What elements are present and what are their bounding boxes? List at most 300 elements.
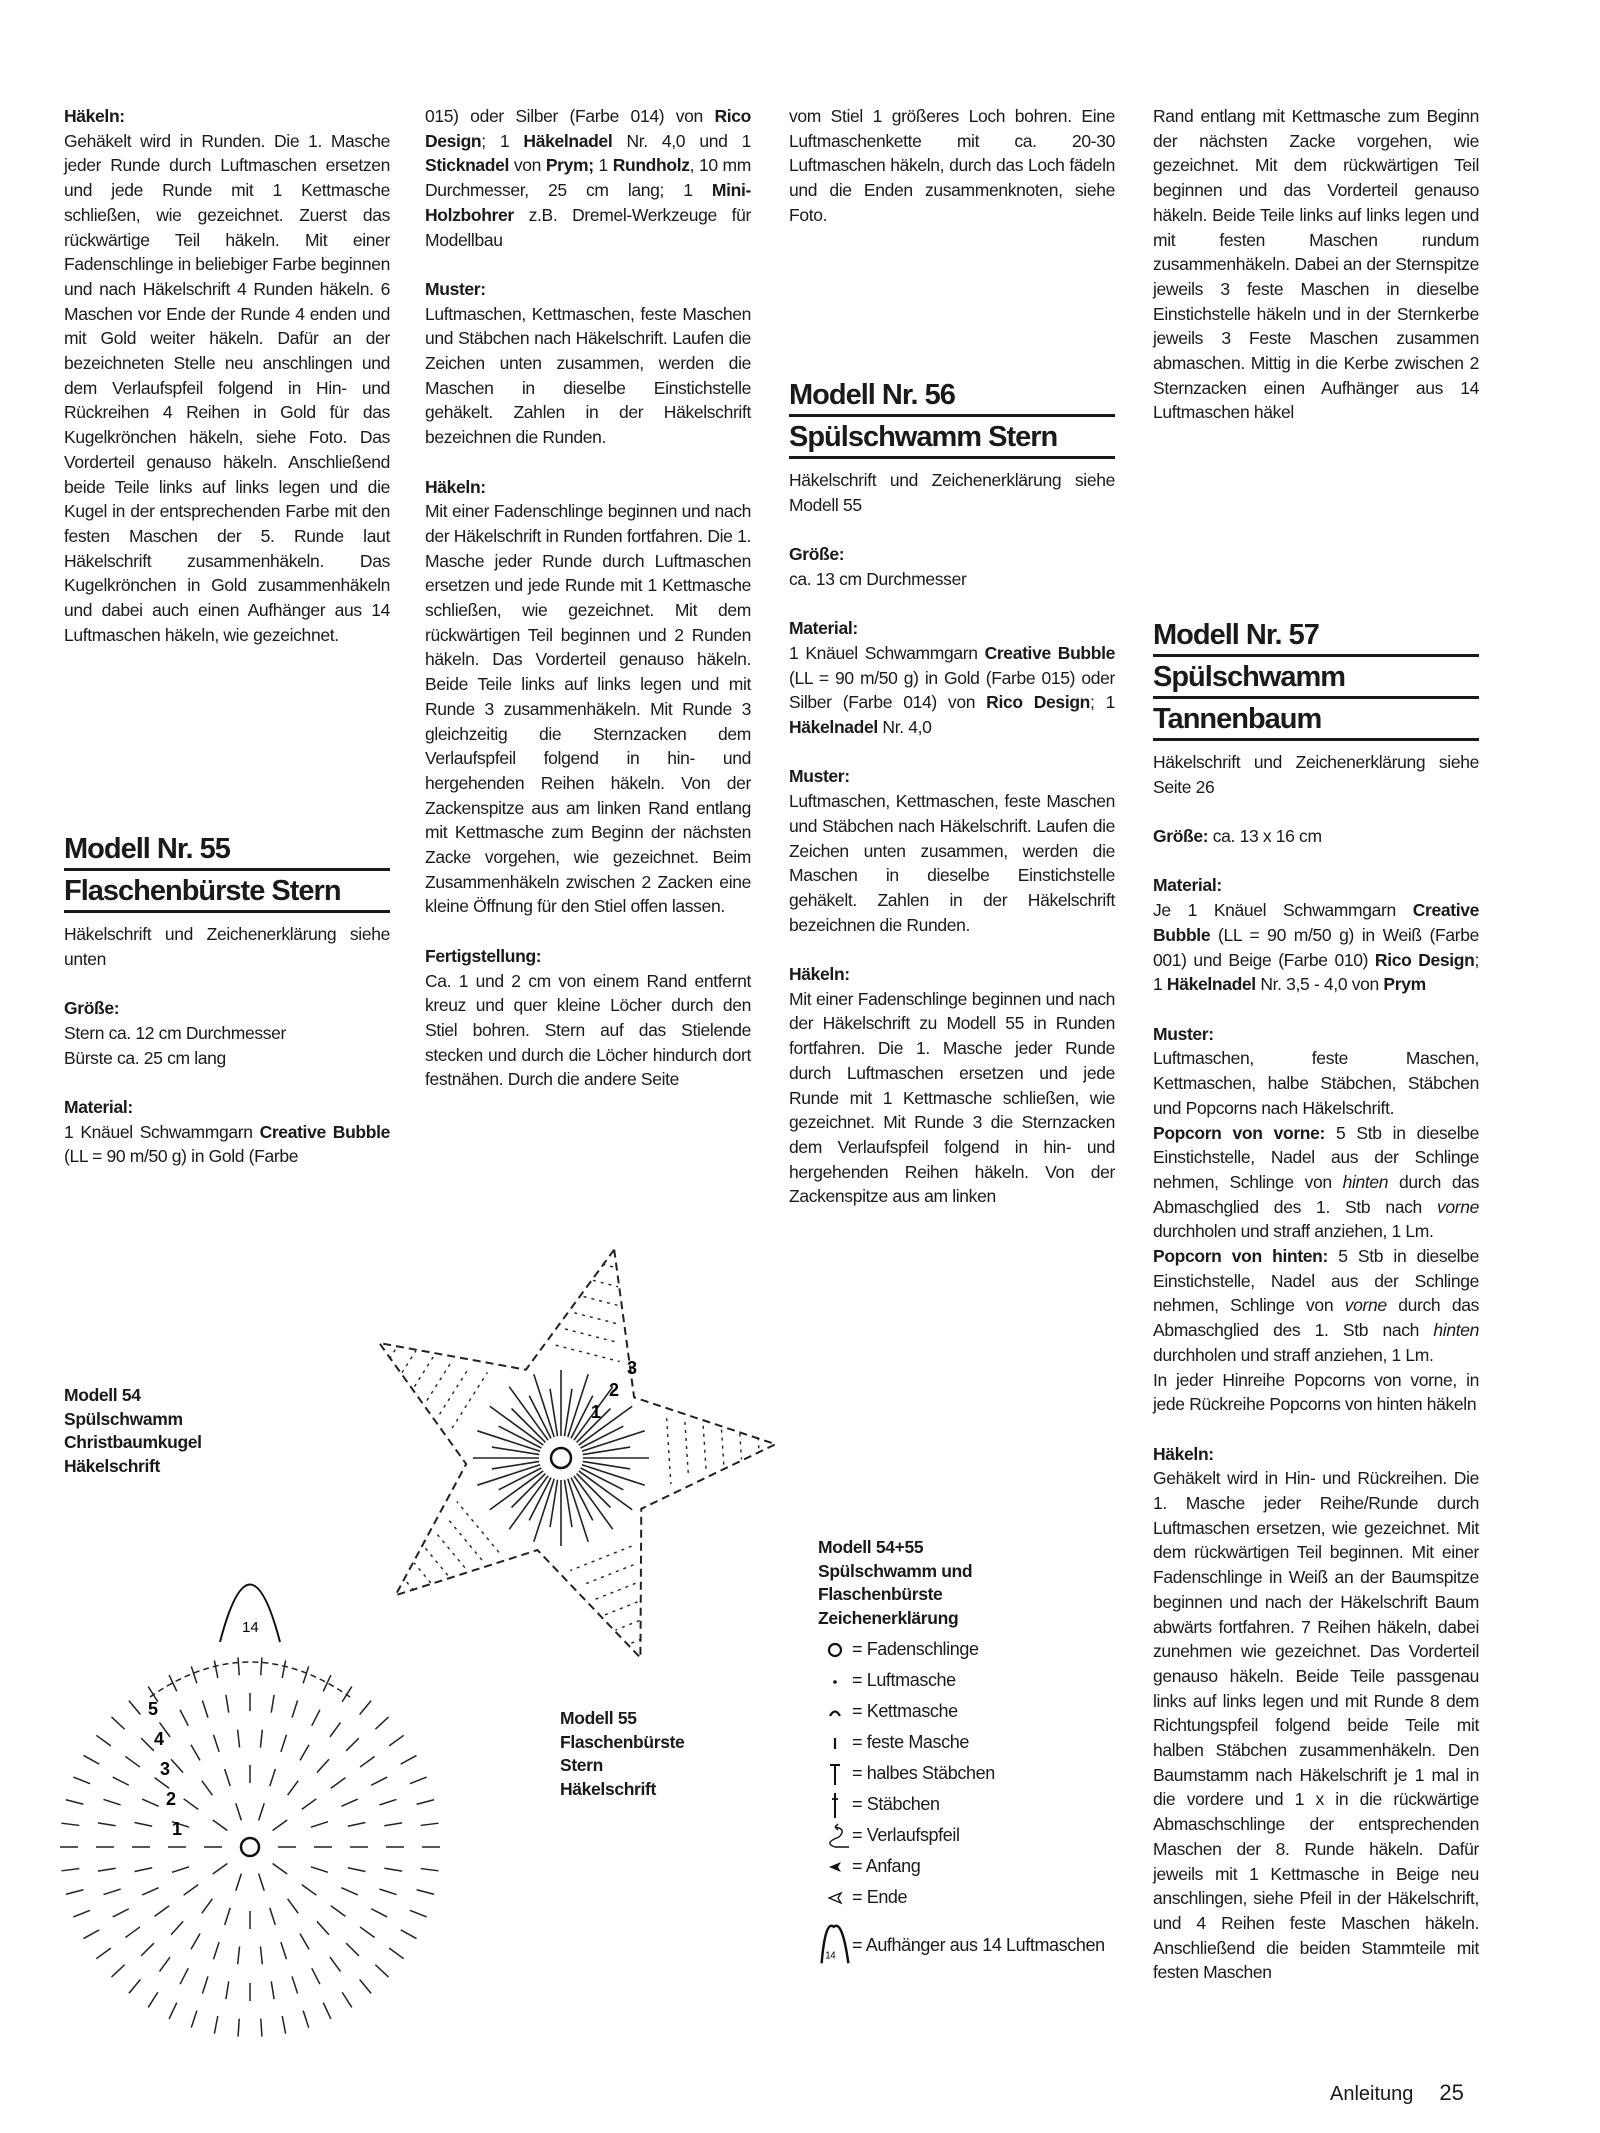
legend-item xyxy=(818,1882,1148,1913)
text-run: Luftmaschen, Kettmaschen, feste Maschen und Stäbchen nach Häkelschrift. Laufen die Zeichen unten zusammen, werden die Maschen in dieselbe Einstichstelle gehäkelt. Zahlen in der Häkelschrift bezeichnen die Runden. xyxy=(425,303,751,448)
stitch-mark xyxy=(360,1980,371,1994)
paragraph xyxy=(1153,750,1479,799)
stitch-mark xyxy=(281,1735,287,1752)
stitch-mark xyxy=(171,1921,183,1934)
text-run: durchholen und straff anziehen, 1 Lm. xyxy=(1153,1221,1434,1242)
stitch-mark xyxy=(236,1803,242,1820)
stitch-mark xyxy=(288,1781,299,1796)
footer-section: Anleitung xyxy=(1330,2083,1414,2105)
text-run: Mit einer Fadenschlinge beginnen und nach der Häkelschrift in Runden fortfahren. Die 1. Masche jeder Runde durch Luftmaschen ersetzen und jede Runde mit 1 Kettmasche schließen, wie gezeichnet. Mit dem rückwärtigen Teil beginnen und 2 Runden häkeln. Das Vorderteil genauso häkeln. Beide Teile links auf links legen und mit Runde 3 zusammenhäkeln. Mit Runde 3 gleichzeitig die Sternzacken dem Verlaufspfeil folgend in hin- und hergehenden Reihen häkeln. Von der Zackenspitze aus am linken Rand entlang mit Kettmasche zum Beginn der nächsten Zacke vorgehen, wie gezeichnet. Beim Zusammenhäkeln zwischen 2 Zacken eine kleine Öffnung für den Stiel offen lassen. xyxy=(425,501,751,917)
text-run: Häkelnadel xyxy=(523,130,613,151)
stitch-mark xyxy=(180,1710,188,1726)
stitch-mark xyxy=(311,1822,328,1828)
paragraph xyxy=(64,1046,390,1071)
stitch-mark xyxy=(184,1799,199,1810)
stitch-mark xyxy=(302,1799,317,1810)
stitch-mark xyxy=(317,1759,329,1772)
text-run: durch das Abmaschglied des 1. Stb nach xyxy=(1153,1295,1480,1341)
caption-line: Modell 54 xyxy=(64,1385,141,1405)
start-ring xyxy=(551,1448,571,1468)
stitch-mark xyxy=(582,1465,645,1485)
column-3 xyxy=(789,104,1115,252)
stitch-mark xyxy=(410,1910,427,1917)
text-run: (LL = 90 m/50 g) in Gold (Farbe xyxy=(64,1146,299,1167)
stitch-mark xyxy=(360,1927,375,1938)
stitch-mark xyxy=(410,1777,427,1784)
text-run: Popcorn von hinten: xyxy=(1153,1246,1328,1267)
stitch-mark xyxy=(389,1735,404,1746)
stitch-mark xyxy=(238,2019,239,2037)
stitch-mark xyxy=(84,1930,100,1939)
stitch-mark xyxy=(96,1735,111,1746)
text-run: Gehäkelt wird in Runden. Die 1. Masche jeder Runde durch Luftmaschen ersetzen und jede Runde mit 1 Kettmasche schließen, wie gezeichnet. Zuerst das rückwärtige Teil häkeln. Mit einer Fadenschlinge in beliebiger Farbe beginnen und nach Häkelschrift 4 Runden häkeln. 6 Maschen vor Ende der Runde 4 enden und mit Gold weiter häkeln. Dafür an der bezeichneten Stelle neu anschlingen und dem Verlaufspfeil folgend in Hin- und Rückreihen 4 Reihen in Gold für das Kugelkrönchen häkeln, siehe Foto. Das Vorderteil genauso häkeln. Anschließend beide Teile links auf links legen und die Kugel in der entsprechenden Farbe mit den festen Maschen der 5. Runde laut Häkelschrift zusammenhäkeln. Das Kugelkrönchen in Gold zusammenhäkeln und dabei auch einen Aufhänger aus 14 Luftmaschen häkeln, wie gezeichnet. xyxy=(64,130,390,645)
stitch-mark xyxy=(300,1934,309,1950)
stitch-mark xyxy=(125,1756,140,1767)
stitch-mark xyxy=(270,1769,276,1786)
text-run: Häkelschrift und Zeichenerklärung siehe Modell 55 xyxy=(789,470,1115,515)
paragraph xyxy=(64,1120,390,1169)
stitch-mark xyxy=(317,1921,329,1934)
crochet-diagrams xyxy=(0,1180,800,2080)
text-run: Bürste ca. 25 cm lang xyxy=(64,1047,226,1068)
stitch-row xyxy=(565,1329,619,1343)
stitch-mark xyxy=(238,1730,240,1748)
stitch-row xyxy=(667,1418,671,1484)
stitch-mark xyxy=(111,1965,124,1977)
column-2 xyxy=(425,104,751,1117)
text-run: Prym; xyxy=(545,155,594,176)
crown-row xyxy=(150,1662,350,1697)
text-run: Häkelschrift und Zeichenerklärung siehe Seite 26 xyxy=(1153,752,1479,797)
text-run: vorne xyxy=(1436,1196,1479,1217)
stitch-mark xyxy=(342,1687,352,1702)
stitch-mark xyxy=(303,1666,309,1683)
stitch-mark xyxy=(171,1759,183,1772)
text-run: Creative Bubble xyxy=(1153,900,1479,945)
section-heading: Muster: xyxy=(789,766,850,787)
stitch-mark xyxy=(260,1946,262,1964)
hanger-count: 14 xyxy=(825,1950,836,1962)
text-run: Luftmaschen, feste Maschen, Kettmaschen, halbe Stäbchen, Stäbchen und Popcorns nach Häkelschrift. xyxy=(1153,1048,1479,1118)
text-run: z.B. Dremel-Werkzeuge für Modellbau xyxy=(425,204,751,250)
stitch-mark xyxy=(191,1666,197,1683)
stitch-row xyxy=(435,1532,464,1567)
stitch-row xyxy=(425,1548,448,1576)
caption-line: Spülschwamm xyxy=(64,1408,183,1429)
paragraph xyxy=(425,969,751,1093)
text-run: durchholen und straff anziehen, 1 Lm. xyxy=(1153,1344,1434,1365)
stitch-mark xyxy=(331,1906,346,1917)
bar-icon xyxy=(818,1728,852,1758)
stitch-mark xyxy=(371,1909,387,1917)
stitch-mark xyxy=(389,1948,404,1959)
stitch-mark xyxy=(142,1888,158,1895)
text-run: ; 1 xyxy=(1153,949,1479,995)
stitch-mark xyxy=(191,2011,197,2028)
stitch-mark xyxy=(214,1735,220,1752)
legend-title-line: Modell 54+55 xyxy=(818,1537,924,1557)
text-run: , 10 mm Durchmesser, 25 cm lang; 1 xyxy=(425,155,751,201)
stitch-mark xyxy=(490,1406,543,1445)
text-run: Nr. 4,0 und 1 xyxy=(612,130,751,151)
text-run: vom Stiel 1 größeres Loch bohren. Eine Luftmaschenkette mit ca. 20-30 Luftmaschen häkeln, durch das Loch fädeln und die Enden zusammenknoten, siehe Foto. xyxy=(789,106,1115,225)
text-run: hinten xyxy=(1433,1320,1479,1341)
model-57-block xyxy=(1153,618,1479,2010)
paragraph xyxy=(1153,1466,1479,1985)
stitch-mark xyxy=(148,1992,158,2007)
model-56-block xyxy=(789,378,1115,1234)
stitch-row xyxy=(593,1280,618,1286)
section-heading: Häkeln: xyxy=(789,964,850,984)
stitch-mark xyxy=(180,1968,188,1984)
stitch-mark xyxy=(96,1948,111,1959)
stitch-mark xyxy=(135,1822,153,1826)
paragraph xyxy=(64,922,390,971)
caption-line: Flaschenbürste xyxy=(560,1731,685,1752)
arc-icon xyxy=(818,1697,852,1727)
stitch-mark xyxy=(104,1889,121,1895)
stitch-mark xyxy=(342,1992,352,2007)
stitch-row xyxy=(452,1372,487,1428)
stitch-mark xyxy=(270,1908,276,1925)
legend-label: = Ende xyxy=(852,1887,908,1907)
stitch-mark xyxy=(574,1476,613,1529)
text-run: ; 1 xyxy=(481,130,524,151)
stitch-mark xyxy=(401,1930,417,1939)
stitch-mark xyxy=(213,1820,228,1831)
paragraph xyxy=(789,468,1115,517)
text-run: Gehäkelt wird in Hin- und Rückreihen. Die 1. Masche jeder Reihe/Runde durch Luftmaschen ersetzen, wie gezeichnet. Mit dem rückwärtigen Teil beginnen. Mit einer Fadenschlinge in Weiß an der Baumspitze beginnen und nach der Häkelschrift Baum abwärts fortfahren. 7 Reihen häkeln, dabei zunehmen wie gezeichnet. Das Vorderteil genauso häkeln. Beide Teile passgenau links auf links legen und mit Runde 8 dem Richtungspfeil folgend beide Teile mit halben Stäbchen zusammenhäkeln. Den Baumstamm nach Häkelschrift je 1 mal in die vordere und 1 x in die rückwärtige Abmaschschlinge der entsprechenden Maschen der 8. Runde häkeln. Dafür jeweils mit 1 Kettmasche in Beige neu anschlingen, siehe Pfeil in der Häkelschrift, und 4 Reihen feste Maschen häkeln. Anschließend die beiden Stammteile mit festen Maschen xyxy=(1153,1468,1479,1983)
text-run: Mini-Holzbohrer xyxy=(425,180,751,225)
stitch-mark xyxy=(271,1695,274,1713)
text-run: Creative Bubble xyxy=(984,642,1116,663)
stitch-row xyxy=(570,1546,631,1570)
legend-label: = Stäbchen xyxy=(852,1794,940,1814)
model-title: Flaschenbürste Stern xyxy=(64,874,390,913)
stitch-mark xyxy=(172,1867,189,1873)
section-heading: Material: xyxy=(64,1096,133,1117)
stitch-row xyxy=(402,1351,416,1373)
stitch-mark xyxy=(260,1730,262,1748)
stitch-mark xyxy=(226,1695,229,1713)
start-ring xyxy=(241,1838,259,1856)
legend-item xyxy=(818,1634,1148,1665)
stitch-mark xyxy=(202,1899,213,1914)
page-footer xyxy=(1330,2080,1464,2106)
stitch-mark xyxy=(66,1890,83,1894)
stitch-mark xyxy=(421,1823,439,1825)
text-run: Sticknadel xyxy=(425,155,510,176)
text-run: vorne xyxy=(1344,1295,1387,1316)
stitch-mark xyxy=(169,1675,177,1691)
paragraph xyxy=(425,104,751,252)
stitch-mark xyxy=(330,1957,341,1972)
stitch-mark xyxy=(579,1471,632,1510)
stitch-mark xyxy=(273,1820,288,1831)
hanger-icon xyxy=(818,1923,852,1967)
paragraph xyxy=(1153,1121,1479,1245)
section-heading: Muster: xyxy=(425,278,486,299)
stitch-mark xyxy=(282,2016,285,2034)
text-run: Rico Design xyxy=(986,692,1091,713)
stitch-mark xyxy=(384,1823,402,1826)
paragraph xyxy=(1153,824,1479,849)
stitch-row xyxy=(703,1426,706,1472)
section-heading: Häkeln: xyxy=(64,106,125,126)
paragraph xyxy=(1153,104,1479,425)
stitch-mark xyxy=(202,1781,213,1796)
cross-icon xyxy=(818,1790,852,1820)
stitch-mark xyxy=(331,1778,346,1789)
stitch-mark xyxy=(401,1755,417,1764)
text-run: Häkelnadel xyxy=(1166,974,1256,995)
text-run: 015) oder Silber (Farbe 014) von xyxy=(425,106,715,126)
hanger-count: 14 xyxy=(242,1619,259,1636)
stitch-mark xyxy=(568,1374,588,1437)
column-4 xyxy=(1153,104,1479,450)
stitch-mark xyxy=(330,1722,341,1737)
circle-icon xyxy=(818,1635,852,1665)
section-heading: Muster: xyxy=(1153,1023,1214,1044)
stitch-mark xyxy=(259,1803,265,1820)
round-number: 4 xyxy=(154,1729,165,1749)
stitch-mark xyxy=(302,1885,317,1896)
stitch-mark xyxy=(214,1942,220,1959)
stitch-mark xyxy=(111,1717,124,1729)
model-title: Modell Nr. 56 xyxy=(789,378,1115,417)
stitch-mark xyxy=(135,1868,153,1872)
legend-item xyxy=(818,1758,1148,1789)
outline-triangle-icon xyxy=(818,1883,852,1913)
text-run: Häkelschrift und Zeichenerklärung siehe unten xyxy=(64,924,390,969)
stitch-mark xyxy=(323,2003,331,2019)
legend-title-line: Zeichenerklärung xyxy=(818,1607,959,1628)
stitch-mark xyxy=(155,1778,170,1789)
paragraph xyxy=(64,129,390,648)
stitch-mark xyxy=(341,1888,357,1895)
stitch-mark xyxy=(509,1387,548,1440)
stitch-mark xyxy=(292,1976,298,1993)
text-run: durch das Abmaschglied des 1. Stb nach xyxy=(1153,1171,1480,1217)
filled-triangle-icon xyxy=(818,1852,852,1882)
section-heading: Größe: xyxy=(64,998,120,1019)
stitch-mark xyxy=(214,1660,217,1678)
stitch-mark xyxy=(129,1701,140,1715)
page-number: 25 xyxy=(1439,2080,1464,2105)
stitch-mark xyxy=(142,1799,158,1806)
stitch-mark xyxy=(384,1868,402,1871)
text-run: 1 Knäuel Schwammgarn xyxy=(64,1121,260,1142)
text-run: 1 xyxy=(593,155,613,176)
text-run: (LL = 90 m/50 g) in Gold (Farbe 015) oder Silber (Farbe 014) von xyxy=(789,667,1115,713)
text-run: Luftmaschen, Kettmaschen, feste Maschen und Stäbchen nach Häkelschrift. Laufen die Zeichen unten zusammen, werden die Maschen in dieselbe Einstichstelle gehäkelt. Zahlen in der Häkelschrift bezeichnen die Runden. xyxy=(789,791,1115,935)
legend-label: = Kettmasche xyxy=(852,1701,958,1721)
section-heading: Material: xyxy=(789,618,858,639)
stitch-mark xyxy=(375,1717,388,1729)
stitch-row xyxy=(556,1345,620,1361)
text-run: Nr. 3,5 - 4,0 von xyxy=(1255,974,1384,995)
round-number: 3 xyxy=(627,1358,638,1378)
section-heading: Material: xyxy=(1153,875,1222,896)
stitch-mark xyxy=(323,1675,331,1691)
paragraph xyxy=(1153,898,1479,997)
text-run: Rico Design xyxy=(1374,949,1475,970)
text-run: Popcorn von vorne: xyxy=(1153,1122,1326,1143)
stitch-mark xyxy=(490,1471,543,1510)
text-run: Ca. 1 und 2 cm von einem Rand entfernt kreuz und quer kleine Löcher durch den Stiel bohren. Stern auf das Stielende stecken und durch die Löcher hindurch dort festnähen. Durch die andere Seite xyxy=(425,970,751,1090)
stitch-mark xyxy=(202,1701,208,1718)
paragraph xyxy=(789,789,1115,937)
legend-title-line: Spülschwamm und xyxy=(818,1560,973,1581)
legend-item xyxy=(818,1696,1148,1727)
stitch-mark xyxy=(375,1965,388,1977)
stitch-mark xyxy=(282,1660,285,1678)
stitch-mark xyxy=(129,1980,140,1994)
text-run: (LL = 90 m/50 g) in Weiß (Farbe 001) und Beige (Farbe 010) xyxy=(1153,924,1479,970)
stitch-mark xyxy=(113,1909,129,1917)
paragraph xyxy=(425,302,751,450)
round-number: 1 xyxy=(172,1819,183,1839)
stitch-mark xyxy=(141,1943,154,1956)
stitch-row xyxy=(403,1578,413,1590)
text-run: In jeder Hinreihe Popcorns von vorne, in jede Rückreihe Popcorns von hinten häkeln xyxy=(1153,1369,1479,1415)
stitch-mark xyxy=(477,1465,540,1485)
stitch-mark xyxy=(379,1799,396,1805)
stitch-row xyxy=(593,1583,636,1600)
stitch-mark xyxy=(238,1657,239,1675)
stitch-mark xyxy=(579,1406,632,1445)
stitch-mark xyxy=(509,1476,548,1529)
stitch-mark xyxy=(312,1710,320,1726)
stitch-mark xyxy=(214,2016,217,2034)
stitch-mark xyxy=(184,1885,199,1896)
caption-line: Stern xyxy=(560,1755,603,1775)
stitch-mark xyxy=(568,1479,588,1542)
stitch-row xyxy=(414,1356,433,1386)
model-title: Modell Nr. 55 xyxy=(64,832,390,871)
stitch-mark xyxy=(84,1755,100,1764)
stitch-row xyxy=(584,1297,619,1306)
text-run: Größe: xyxy=(1153,826,1209,847)
paragraph xyxy=(789,104,1115,228)
text-run: ca. 13 cm Durchmesser xyxy=(789,568,967,589)
paragraph xyxy=(789,567,1115,592)
stitch-mark xyxy=(379,1889,396,1895)
stitch-mark xyxy=(534,1374,554,1437)
legend-title xyxy=(818,1536,1148,1630)
t-icon xyxy=(818,1759,852,1789)
stitch-mark xyxy=(348,1822,366,1826)
stitch-row xyxy=(427,1362,452,1401)
stitch-mark xyxy=(346,1738,359,1751)
model-title: Modell Nr. 57 xyxy=(1153,618,1479,657)
stitch-row xyxy=(615,1620,639,1630)
stitch-mark xyxy=(341,1799,357,1806)
legend-label: = feste Masche xyxy=(852,1732,969,1752)
stitch-mark xyxy=(292,1701,298,1718)
text-run: Je 1 Knäuel Schwammgarn xyxy=(1153,900,1413,921)
section-heading: Häkeln: xyxy=(425,476,486,497)
text-run: Mit einer Fadenschlinge beginnen und nach der Häkelschrift zu Modell 55 in Runden fortfahren. Die 1. Masche jeder Runde durch Luftmaschen ersetzen und jede Runde mit 1 Kettmasche schließen, wie gezeichnet. Mit Runde 3 die Sternzacken dem Verlaufspfeil folgend in hin- und hergehenden Reihen häkeln. Von der Zackenspitze aus am linken xyxy=(789,988,1115,1207)
text-run: ca. 13 x 16 cm xyxy=(1208,826,1322,847)
model-title: Spülschwamm Stern xyxy=(789,420,1115,459)
text-run: Rico Design xyxy=(425,106,751,151)
stitch-mark xyxy=(261,2019,262,2037)
caption-line: Häkelschrift xyxy=(64,1455,160,1476)
stitch-mark xyxy=(259,1874,265,1891)
legend-label: = Aufhänger aus 14 Luftmaschen xyxy=(852,1934,1105,1955)
legend-item xyxy=(818,1665,1148,1696)
stitch-mark xyxy=(236,1874,242,1891)
legend-item xyxy=(818,1851,1148,1882)
paragraph xyxy=(789,987,1115,1209)
model-55-block xyxy=(64,832,390,1194)
curved-arrow-icon xyxy=(818,1821,852,1851)
round-number: 3 xyxy=(160,1759,171,1779)
text-run: Stern ca. 12 cm Durchmesser xyxy=(64,1022,287,1043)
stitch-mark xyxy=(73,1777,90,1784)
stitch-mark xyxy=(273,1863,288,1874)
legend-title-line: Flaschenbürste xyxy=(818,1584,943,1604)
stitch-mark xyxy=(225,1908,231,1925)
stitch-mark xyxy=(281,1942,287,1959)
stitch-mark xyxy=(169,2003,177,2019)
text-run: Nr. 4,0 xyxy=(877,717,932,737)
stitch-mark xyxy=(66,1800,83,1804)
text-run: Rand entlang mit Kettmasche zum Beginn der nächsten Zacke vorgehen, wie gezeichnet. Mit dem rückwärtigen Teil beginnen und das Vorderteil genauso häkeln. Beide Teile links auf links legen und mit festen Maschen rundum zusammenhäkeln. Dabei an der Sternspitze jeweils 3 feste Maschen in dieselbe Einstichstelle häkeln und in der Sternkerbe jeweils 3 Feste Maschen zusammen abmaschen. Mittig in die Kerbe zwischen 2 Sternzacken einen Aufhänger aus 14 Luftmaschen häkel xyxy=(1153,106,1479,423)
text-run: 5 Stb in dieselbe Einstichstelle, Nadel aus der Schlinge nehmen, Schlinge von xyxy=(1153,1246,1479,1316)
dot-icon xyxy=(818,1666,852,1696)
stitch-mark xyxy=(417,1800,434,1804)
paragraph xyxy=(1153,1244,1479,1368)
stitch-mark xyxy=(104,1799,121,1805)
stitch-row xyxy=(685,1422,689,1478)
legend-label: = halbes Stäbchen xyxy=(852,1763,995,1783)
legend-label: = Luftmasche xyxy=(852,1670,956,1690)
stitch-mark xyxy=(125,1927,140,1938)
stitch-mark xyxy=(271,1981,274,1999)
section-heading: Häkeln: xyxy=(1153,1443,1214,1464)
round-number: 5 xyxy=(148,1699,159,1719)
stitch-mark xyxy=(312,1968,320,1984)
stitch-row xyxy=(740,1433,742,1459)
stitch-mark xyxy=(213,1863,228,1874)
stitch-mark xyxy=(534,1479,554,1542)
stitch-mark xyxy=(225,1769,231,1786)
text-run: 5 Stb in dieselbe Einstichstelle, Nadel aus der Schlinge nehmen, Schlinge von xyxy=(1153,1122,1479,1192)
paragraph xyxy=(64,1021,390,1046)
stitch-mark xyxy=(73,1910,90,1917)
paragraph xyxy=(1153,1368,1479,1417)
stitch-row xyxy=(722,1430,724,1466)
section-heading: Größe: xyxy=(789,544,845,565)
legend-label: = Fadenschlinge xyxy=(852,1639,979,1659)
caption-line: Häkelschrift xyxy=(560,1778,656,1799)
paragraph xyxy=(789,641,1115,740)
stitch-row xyxy=(414,1563,431,1583)
text-run: von xyxy=(509,155,546,176)
stitch-mark xyxy=(360,1701,371,1715)
stitch-row xyxy=(446,1517,482,1560)
stitch-mark xyxy=(226,1981,229,1999)
stitch-row xyxy=(389,1345,398,1359)
stitch-mark xyxy=(98,1823,116,1826)
stitch-mark xyxy=(261,1657,262,1675)
stitch-mark xyxy=(61,1823,79,1825)
text-run: Rundholz xyxy=(612,155,690,176)
stitch-mark xyxy=(191,1934,200,1950)
stitch-mark xyxy=(477,1431,540,1451)
